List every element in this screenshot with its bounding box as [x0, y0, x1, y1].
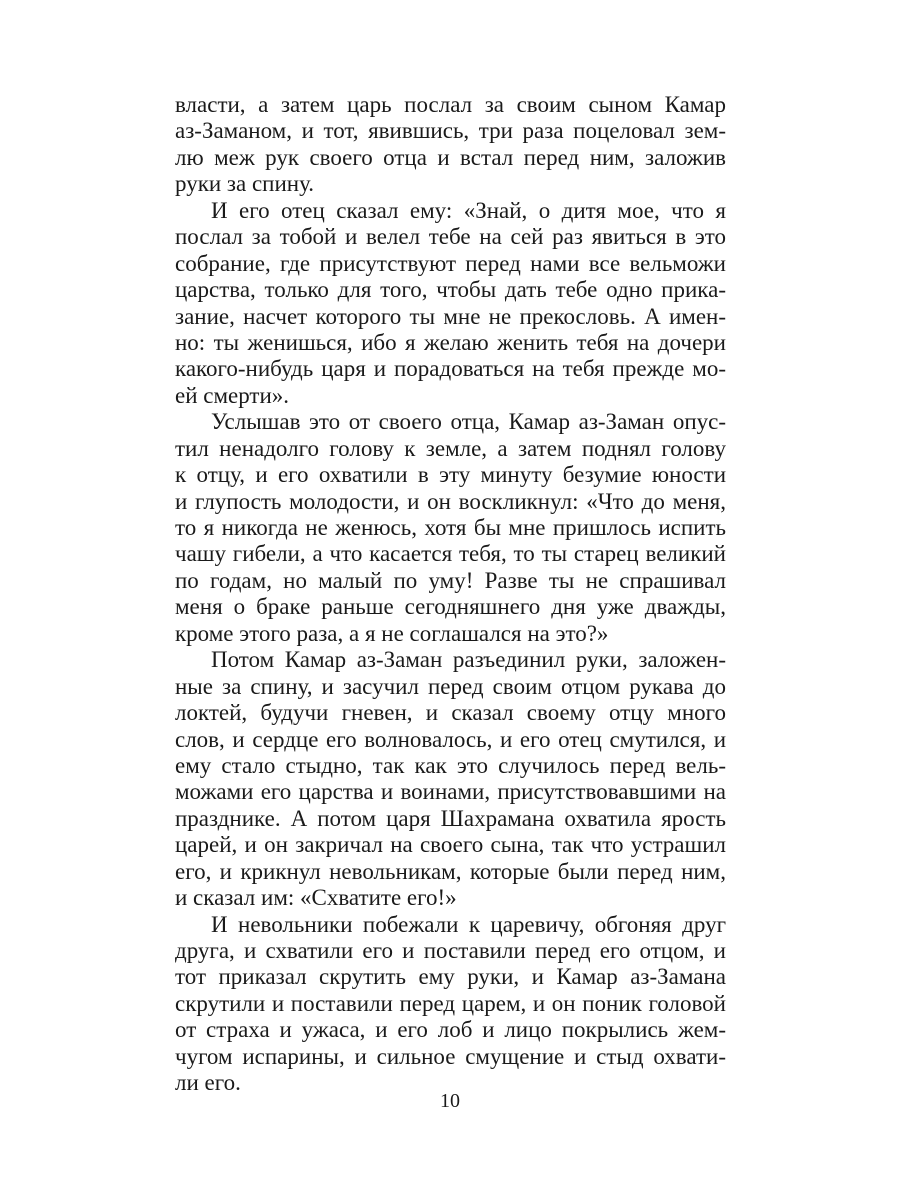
- text-line: но: ты женишься, ибо я желаю женить тебя на дочери: [175, 329, 726, 355]
- text-line: меня о браке раньше сегодняшнего дня уже дважды,: [175, 594, 726, 620]
- paragraph-first-line: Услышав это от своего отца, Камар аз-Заман опус-: [211, 409, 726, 435]
- page-number: 10: [440, 1090, 460, 1112]
- text-line: послал за тобой и велел тебе на сей раз явиться в это: [175, 224, 726, 250]
- text-line: по годам, но малый по уму! Разве ты не спрашивал: [175, 567, 726, 593]
- text-line: друга, и схватили его и поставили перед его отцом, и: [175, 938, 726, 963]
- text-line: зание, насчет которого ты мне не прекословь. А имен-: [175, 303, 726, 329]
- text-line: кроме этого раза, а я не соглашался на это?»: [175, 620, 609, 646]
- text-line: аз-Заманом, и тот, явившись, три раза поцеловал зем-: [175, 118, 726, 144]
- text-line: скрутили и поставили перед царем, и он поник головой: [175, 990, 726, 1016]
- text-line: и глупость молодости, и он воскликнул: «Что до меня,: [175, 488, 726, 514]
- text-line: ей смерти».: [175, 382, 290, 408]
- text-line: слов, и сердце его волновалось, и его отец смутился, и: [175, 726, 726, 752]
- text-line: руки за спину.: [175, 171, 315, 197]
- text-line: чашу гибели, а что касается тебя, то ты старец великий: [175, 541, 726, 567]
- text-line: ные за спину, и засучил перед своим отцом рукава до: [175, 673, 726, 699]
- text-line: от страха и ужаса, и его лоб и лицо покрылись жем-: [175, 1017, 726, 1043]
- text-line: празднике. А потом царя Шахрамана охватила ярость: [175, 805, 726, 831]
- text-line: собрание, где присутствуют перед нами все вельможи: [175, 250, 726, 276]
- paragraph-first-line: Потом Камар аз-Заман разъединил руки, заложен-: [211, 647, 726, 673]
- text-line: ли его.: [175, 1070, 241, 1096]
- paragraph-first-line: И его отец сказал ему: «Знай, о дитя мое, что я: [211, 197, 726, 223]
- text-line: ему стало стыдно, так как это случилось перед вель-: [175, 752, 726, 778]
- text-line: лю меж рук своего отца и встал перед ним, заложив: [175, 144, 726, 170]
- text-line: его, и крикнул невольникам, которые были перед ним,: [175, 858, 726, 884]
- text-line: и сказал им: «Схватите его!»: [175, 885, 457, 911]
- text-line: какого-нибудь царя и порадоваться на тебя прежде мо-: [175, 356, 726, 382]
- text-line: тот приказал скрутить ему руки, и Камар аз-Замана: [175, 964, 726, 990]
- text-line: локтей, будучи гневен, и сказал своему отцу много: [175, 700, 726, 726]
- text-line: власти, а затем царь послал за своим сыном Камар: [175, 92, 726, 117]
- text-line: тил ненадолго голову к земле, а затем поднял голову: [175, 435, 726, 461]
- paragraph-first-line: И невольники побежали к царевичу, обгоняя друг: [211, 911, 726, 937]
- text-line: то я никогда не женюсь, хотя бы мне пришлось испить: [175, 515, 726, 540]
- text-line: можами его царства и воинами, присутствовавшими на: [175, 779, 726, 805]
- text-line: чугом испарины, и сильное смущение и стыд охвати-: [175, 1043, 726, 1069]
- body-text: [175, 92, 726, 1097]
- text-line: царей, и он закричал на своего сына, так что устрашил: [175, 832, 726, 858]
- text-line: к отцу, и его охватили в эту минуту безумие юности: [175, 462, 726, 488]
- text-line: царства, только для того, чтобы дать тебе одно прика-: [175, 277, 726, 303]
